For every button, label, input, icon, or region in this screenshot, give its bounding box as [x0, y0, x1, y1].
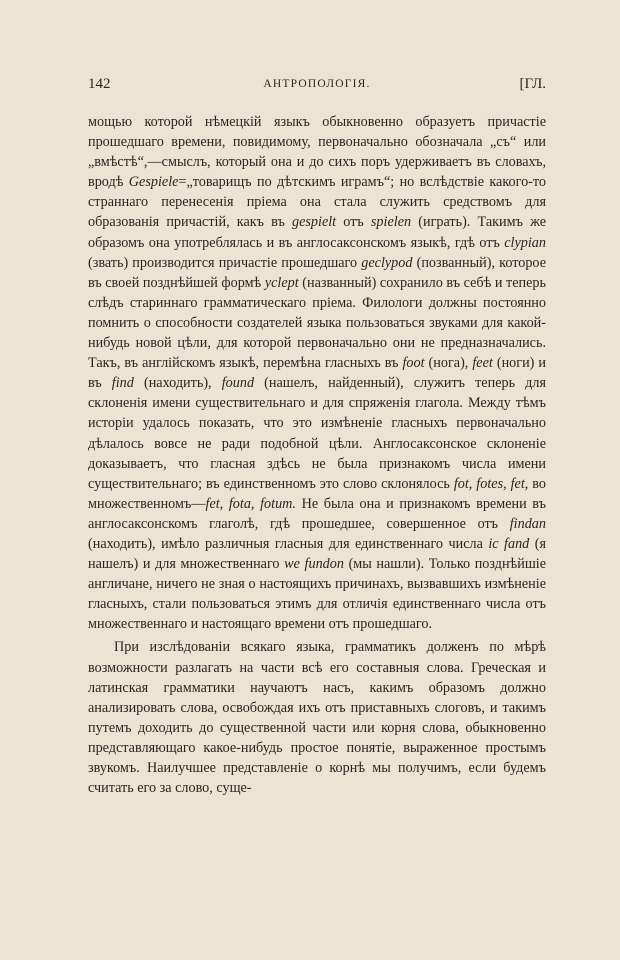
italic-term: clypian [504, 234, 546, 251]
paragraph-1 [88, 112, 546, 634]
page-body [88, 112, 546, 798]
italic-term: gespielt [292, 214, 337, 231]
paragraph-2: При изслѣдованіи всякаго языка, грамматикъ долженъ по мѣрѣ возможности разлагать на части всѣ его составныя слова. Греческая и латинская грамматики научаютъ насъ, какимъ образомъ должно анализировать слова, освобождая ихъ отъ приставныхъ слоговъ, и такимъ путемъ доходить до существенной части или корня слова, обыкновенно представляющаго какое-нибудь простое понятіе, выраженное простымъ звукомъ. Наилучшее представленіе о корнѣ мы получимъ, если будемъ считать его за слово, суще- [88, 639, 546, 797]
running-title: АНТРОПОЛОГІЯ. [263, 78, 371, 90]
italic-term: we fundon [284, 556, 344, 573]
text-run: (находить), [133, 375, 222, 392]
page-number: 142 [88, 76, 111, 92]
text-run: (нашелъ, найденный), служитъ теперь для склоненія имени существительнаго и для спряженія глагола. Между тѣмъ исторіи удалось показать, что это измѣненіе гласныхъ первоначально дѣлалось вовсе не ради подобной цѣли. Англосаксонское склоненіе доказываетъ, что гласная здѣсь не была признакомъ числа имени существительнаго; въ единственномъ это слово склонялось [88, 375, 546, 492]
italic-term: spielen [370, 214, 412, 231]
italic-term: yclept [264, 274, 299, 291]
text-run: отъ [336, 214, 371, 231]
text-run: (звать) производится причастіе прошедшаго [88, 254, 362, 271]
text-run: во множественномъ— [88, 475, 546, 512]
chapter-mark: [ГЛ. [519, 76, 546, 92]
text-run: (позванный), которое въ своей позднѣйшей формѣ [88, 254, 546, 291]
italic-term: findan [509, 515, 546, 532]
italic-term: fet, fota, fotum. [205, 495, 296, 512]
italic-term: geclypod [361, 254, 413, 271]
italic-term: fot, fotes, fet, [453, 475, 529, 492]
text-run: (мы нашли). Только позднѣйшіе англичане, ничего не зная о настоящихъ причинахъ, вызвавшихъ измѣненіе гласныхъ, стали пользоваться этимъ для отличія единственнаго числа отъ множественнаго и настоящаго времени отъ прошедшаго. [88, 556, 547, 633]
text-run: (находить), имѣло различныя гласныя для единственнаго числа [88, 535, 489, 552]
text-run: (ноги) и въ [88, 355, 546, 392]
text-run: Не была она и признакомъ времени въ англосаксонскомъ глаголѣ, гдѣ прошедшее, совершенное отъ [88, 495, 546, 532]
italic-term: found [221, 375, 255, 392]
italic-term: Gespiele [128, 174, 179, 191]
page-header [88, 76, 546, 100]
text-run: =„товарищъ по дѣтскимъ играмъ“; но вслѣдствіе какого-то страннаго перенесенія пріема она стала служить средствомъ для образованія причастій, какъ въ [88, 174, 547, 231]
text-run: (нога), [424, 355, 473, 372]
italic-term: feet [472, 355, 493, 372]
italic-term: find [111, 375, 134, 392]
italic-term: ic fand [488, 535, 530, 552]
text-run: (названный) сохранило въ себѣ и теперь слѣдъ стариннаго грамматическаго пріема. Филологи должны постоянно помнить о способности создателей языка пользоваться звуками для какой-нибудь новой цѣли, для которой первоначально они не предназначались. Такъ, въ англійскомъ языкѣ, перемѣна гласныхъ въ [88, 274, 546, 372]
text-run: (я нашелъ) и для множественнаго [88, 535, 546, 573]
text-run: (играть). Такимъ же образомъ она употреблялась и въ англосаксонскомъ языкѣ, гдѣ отъ [88, 214, 546, 251]
italic-term: foot [402, 355, 425, 372]
text-run: мощью которой нѣмецкій языкъ обыкновенно образуетъ причастіе прошедшаго времени, повидимому, первоначально обозначала „съ“ или „вмѣстѣ“,—смыслъ, который она и до сихъ поръ удерживаетъ въ словахъ, вродѣ [88, 114, 546, 191]
